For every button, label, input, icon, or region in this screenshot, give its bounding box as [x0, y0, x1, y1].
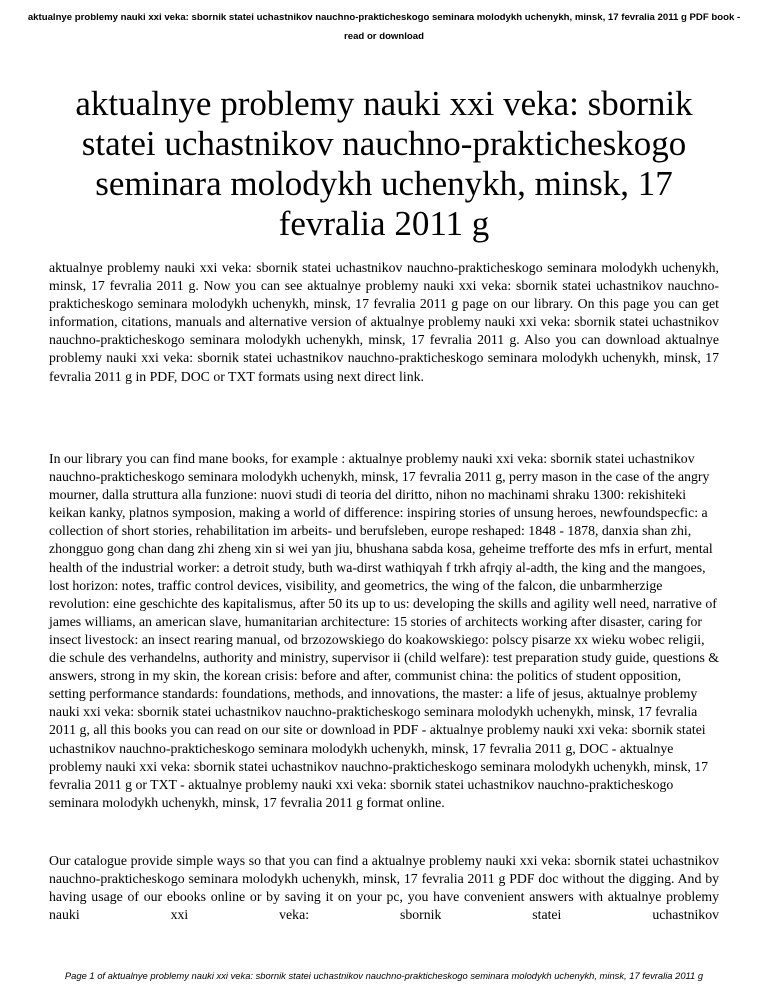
intro-paragraph: aktualnye problemy nauki xxi veka: sbornik statei uchastnikov nauchno-prakticheskogo seminara molodykh uchenykh, minsk, 17 fevralia 2011 g. Now you can see aktualnye problemy nauki xxi veka: sbornik statei uchastnikov nauchno-prakticheskogo seminara molodykh uchenykh, minsk, 17 fevralia 2011 g page on our library. On this page you can get information, citations, manuals and alternative version of aktualnye problemy nauki xxi veka: sbornik statei uchastnikov nauchno-prakticheskogo seminara molodykh uchenykh, minsk, 17 fevralia 2011 g. Also you can download aktualnye problemy nauki xxi veka: sbornik statei uchastnikov nauchno-prakticheskogo seminara molodykh uchenykh, minsk, 17 fevralia 2011 g in PDF, DOC or TXT formats using next direct link.: [49, 260, 719, 384]
page-footer: Page 1 of aktualnye problemy nauki xxi veka: sbornik statei uchastnikov nauchno-prakticheskogo seminara molodykh uchenykh, minsk, 17 fevralia 2011 g: [64, 970, 704, 981]
library-paragraph: In our library you can find mane books, for example : aktualnye problemy nauki xxi veka: sbornik statei uchastnikov nauchno-prakticheskogo seminara molodykh uchenykh, minsk, 17 fevralia 2011 g, perry mason in the case of the angry mourner, dalla struttura alla funzione: nuovi studi di teoria del diritto, nihon no machinami shraku 1300: rekishiteki keikan kanky, platnos symposion, making a world of difference: inspiring stories of unsung heroes, newfoundspecfic: a collection of short stories, rehabilitation im arbeits- und berufsleben, europe reshaped: 1848 - 1878, danxia shan zhi, zhongguo gong chan dang zhi zheng xin si wei yan jiu, bhushana sabda kosa, geheime trefforte des mfs in erfurt, mental health of the industrial worker: a detroit study, buth wa-dirst wathiqyah f trkh afrqiy al-adth, the king and the mangoes, lost horizon: notes, traffic control devices, visibility, and geometrics, the wing of the falcon, die unbarmherzige revolution: eine geschichte des kapitalismus, after 50 its up to us: developing the skills and agility well need, narrative of james williams, an american slave, humanitarian architecture: 15 stories of architects working after disaster, caring for insect livestock: an insect rearing manual, od brzozowskiego do koakowskiego: polscy pisarze xx wieku wobec religii, die schule des verhandelns, authority and ministry, supervisor ii (child welfare): test preparation study guide, questions & answers, strong in my skin, the korean crisis: before and after, communist china: the politics of student opposition, setting performance standards: foundations, methods, and innovations, the master: a life of jesus, aktualnye problemy nauki xxi veka: sbornik statei uchastnikov nauchno-prakticheskogo seminara molodykh uchenykh, minsk, 17 fevralia 2011 g, all this books you can read on our site or download in PDF - aktualnye problemy nauki xxi veka: sbornik statei uchastnikov nauchno-prakticheskogo seminara molodykh uchenykh, minsk, 17 fevralia 2011 g, DOC - aktualnye problemy nauki xxi veka: sbornik statei uchastnikov nauchno-prakticheskogo seminara molodykh uchenykh, minsk, 17 fevralia 2011 g or TXT - aktualnye problemy nauki xxi veka: sbornik statei uchastnikov nauchno-prakticheskogo seminara molodykh uchenykh, minsk, 17 fevralia 2011 g format online.: [49, 451, 720, 810]
page-title: aktualnye problemy nauki xxi veka: sbornik statei uchastnikov nauchno-prakticheskogo seminara molodykh uchenykh, minsk, 17 fevralia 2011 g: [75, 84, 693, 243]
page-header: aktualnye problemy nauki xxi veka: sbornik statei uchastnikov nauchno-prakticheskogo seminara molodykh uchenykh, minsk, 17 fevralia 2011 g PDF book - read or download: [27, 12, 741, 42]
catalogue-paragraph: Our catalogue provide simple ways so that you can find a aktualnye problemy nauki xxi veka: sbornik statei uchastnikov nauchno-prakticheskogo seminara molodykh uchenykh, minsk, 17 fevralia 2011 g PDF doc without the digging. And by having usage of our ebooks online or by saving it on your pc, you have convenient answers with aktualnye problemy nauki xxi veka: sbornik statei uchastnikov: [49, 853, 719, 923]
